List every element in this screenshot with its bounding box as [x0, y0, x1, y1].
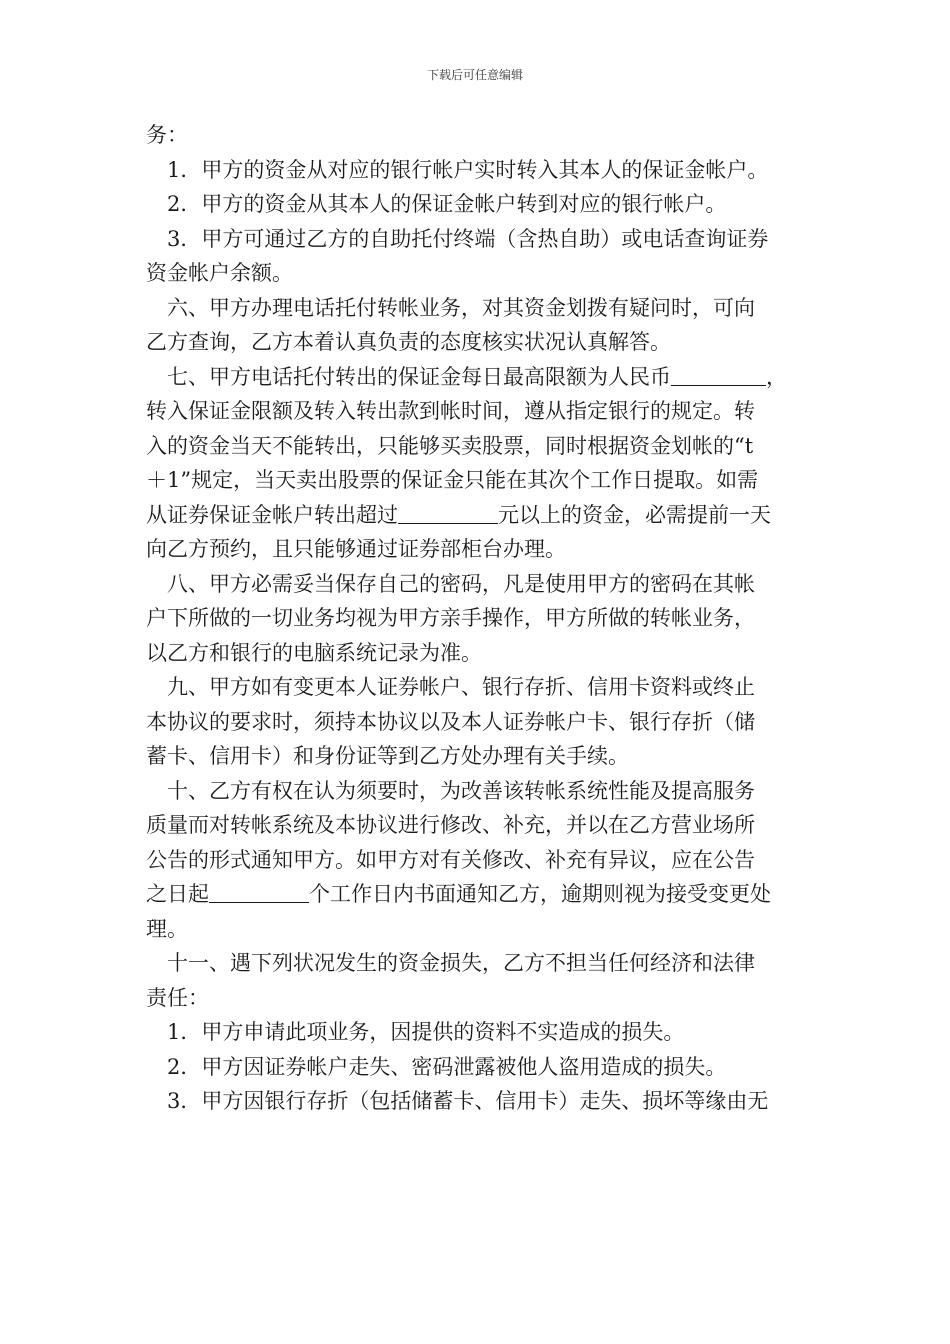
text-segment: ， — [766, 364, 787, 389]
text-line: 责任： — [146, 985, 209, 1010]
list-item: 3．甲方可通过乙方的自助托付终端（含热自助）或电话查询证券 — [167, 226, 769, 251]
text-line: 转入保证金限额及转入转出款到帐时间，遵从指定银行的规定。转 — [146, 399, 755, 423]
text-line: 公告的形式通知甲方。如甲方对有关修改、补充有异议，应在公告 — [146, 847, 755, 872]
text-segment: 个工作日内书面通知乙方，逾期则视为接受变更处 — [309, 882, 771, 906]
text-line: 质量而对转帐系统及本协议进行修改、补充，并以在乙方营业场所 — [146, 813, 755, 837]
text-segment: 从证券保证金帐户转出超过 — [146, 502, 398, 527]
text-line — [146, 498, 818, 533]
clause-line: 八、甲方必需妥当保存自己的密码，凡是使用甲方的密码在其帐 — [167, 571, 755, 596]
text-line: ＋1”规定，当天卖出股票的保证金只能在其次个工作日提取。如需 — [146, 468, 759, 492]
text-line: 蓄卡、信用卡）和身份证等到乙方处办理有关手续。 — [146, 744, 629, 768]
text-line: 以乙方和银行的电脑系统记录为准。 — [146, 640, 482, 665]
list-item: 1．甲方的资金从对应的银行帐户实时转入其本人的保证金帐户。 — [167, 157, 769, 182]
text-line: 资金帐户余额。 — [146, 261, 293, 285]
page-header: 下载后可任意编辑 — [426, 68, 523, 82]
text-segment: 元以上的资金，必需提前一天 — [498, 502, 771, 527]
clause-line: 九、甲方如有变更本人证券帐户、银行存折、信用卡资料或终止 — [167, 675, 755, 699]
text-line: 乙方查询，乙方本着认真负责的态度核实状况认真解答。 — [146, 330, 671, 354]
clause-line: 十、乙方有权在认为须要时，为改善该转帐系统性能及提高服务 — [167, 778, 755, 803]
list-item: 3．甲方因银行存折（包括储蓄卡、信用卡）走失、损坏等缘由无 — [167, 1089, 769, 1113]
document-body — [146, 118, 818, 1119]
fill-in-blank[interactable] — [398, 501, 498, 524]
list-item: 2．甲方的资金从其本人的保证金帐户转到对应的银行帐户。 — [167, 192, 727, 216]
text-line — [146, 877, 818, 912]
text-line: 入的资金当天不能转出，只能够买卖股票，同时根据资金划帐的“t — [146, 433, 754, 458]
list-item: 1．甲方申请此项业务，因提供的资料不实造成的损失。 — [167, 1020, 685, 1044]
list-item: 2．甲方因证券帐户走失、密码泄露被他人盗用造成的损失。 — [167, 1054, 727, 1079]
text-line: 务： — [146, 123, 188, 147]
clause-line: 六、甲方办理电话托付转帐业务，对其资金划拨有疑问时，可向 — [167, 295, 755, 320]
fill-in-blank[interactable] — [209, 880, 309, 903]
clause-line — [146, 360, 818, 395]
text-line: 向乙方预约，且只能够通过证券部柜台办理。 — [146, 537, 566, 561]
text-segment: 七、甲方电话托付转出的保证金每日最高限额为人民币 — [167, 364, 671, 389]
clause-line: 十一、遇下列状况发生的资金损失，乙方不担当任何经济和法律 — [167, 951, 755, 975]
fill-in-blank[interactable] — [671, 363, 766, 386]
text-line: 理。 — [146, 916, 188, 941]
text-line: 本协议的要求时，须持本协议以及本人证券帐户卡、银行存折（储 — [146, 709, 755, 734]
text-segment: 之日起 — [146, 882, 209, 906]
text-line: 户下所做的一切业务均视为甲方亲手操作，甲方所做的转帐业务， — [146, 606, 755, 630]
